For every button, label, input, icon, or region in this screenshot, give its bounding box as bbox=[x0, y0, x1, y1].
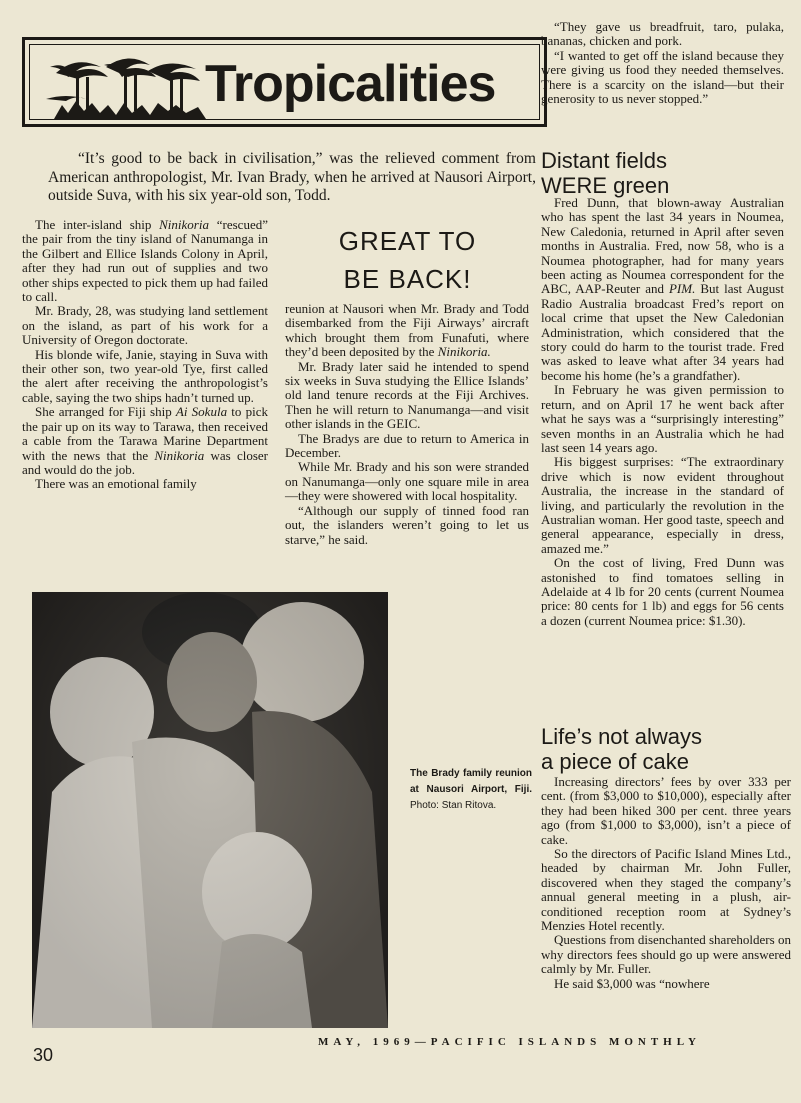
paragraph: “They gave us breadfruit, taro, pulaka, bananas, chicken and pork. bbox=[541, 19, 784, 49]
caption-text: The Brady family reunion at Nausori Airport, Fiji. bbox=[410, 768, 532, 795]
intro-paragraph: “It’s good to be back in civilisation,” was the relieved comment from American anthropologist, Mr. Ivan Brady, when he arrived at Nausori Airport, outside Suva, with his six year-old son, Todd. bbox=[48, 150, 536, 204]
page-footer: MAY, 1969—PACIFIC ISLANDS MONTHLY bbox=[318, 1036, 701, 1048]
paragraph: There was an emotional family bbox=[35, 476, 197, 492]
heading-line-2: WERE green bbox=[541, 173, 670, 198]
headline-line-1: GREAT TO bbox=[338, 226, 477, 256]
paragraph: Mr. Brady, 28, was studying land settlement on the island, as part of his work for a University of Oregon doctorate. bbox=[22, 303, 268, 348]
paragraph: So the directors of Pacific Island Mines Ltd., headed by chairman Mr. John Fuller, discovered when they staged the company’s annual general meeting in a plush, air-conditioned reception room at Sydney’s Menzies Hotel recently. bbox=[541, 846, 791, 934]
section-heading-distant-fields bbox=[541, 148, 669, 198]
article-column-4 bbox=[541, 196, 784, 628]
photo-illustration bbox=[32, 592, 388, 1028]
paragraph: His biggest surprises: “The extraordinary drive which is now evident throughout Australia, the increase in the standard of living, and particularly the revolution in the Australian woman. Her good taste, speech and general appearance, especially in dress, amazed me.” bbox=[541, 454, 784, 556]
paragraph: reunion at Nausori when Mr. Brady and Todd disembarked from the Fiji Airways’ aircraft which brought them from Funafuti, where they’d been deposited by the Ninikoria. bbox=[285, 301, 529, 360]
paragraph: His blonde wife, Janie, staying in Suva with their other son, two year-old Tye, first called the alert after receiving the anthropologist’s cable, saying the two ships hadn’t turned up. bbox=[22, 346, 268, 405]
heading-line-1: Life’s not always bbox=[541, 724, 703, 749]
family-photo bbox=[32, 592, 388, 1028]
paragraph: The Bradys are due to return to America in December. bbox=[285, 430, 529, 461]
paragraph: Mr. Brady later said he intended to spend six weeks in Suva studying the Ellice Islands’ old land tenure records at the Fiji Archives. Then he will return to Nanumanga—and visit other islands in the GEIC. bbox=[285, 358, 529, 432]
paragraph: He said $3,000 was “nowhere bbox=[554, 975, 710, 991]
heading-line-2: a piece of cake bbox=[541, 749, 689, 774]
page-number: 30 bbox=[33, 1045, 54, 1065]
masthead-inner-border bbox=[29, 44, 540, 120]
paragraph: “Although our supply of tinned food ran out, the islanders weren’t going to let us starve,” he said. bbox=[285, 502, 529, 547]
article-column-5 bbox=[541, 775, 791, 991]
paragraph: On the cost of living, Fred Dunn was astonished to find tomatoes selling in Adelaide at 4 lb for 20 cents (current Noumea price: 80 cents for 1 lb) and eggs for 56 cents a dozen (current Noumea price: $1.30). bbox=[541, 555, 784, 628]
paragraph: The inter-island ship Ninikoria “rescued” the pair from the tiny island of Nanumanga in the Gilbert and Ellice Islands Colony in April, after they had run out of supplies and two other ships expected to pick them up had failed to call. bbox=[22, 217, 268, 305]
article-column-3-top bbox=[541, 20, 784, 106]
section-heading-piece-of-cake bbox=[541, 724, 702, 774]
masthead-box bbox=[22, 37, 547, 127]
heading-line-1: Distant fields bbox=[541, 148, 667, 173]
paragraph: She arranged for Fiji ship Ai Sokula to pick the pair up on its way to Tarawa, then received a cable from the Tarawa Marine Department with the news that the Ninikoria was closer and would do the job. bbox=[22, 404, 268, 477]
paragraph: Increasing directors’ fees by over 333 per cent. (from $3,000 to $10,000), especially after they had been hiked 300 per cent. three years ago (from $1,000 to $3,000), isn’t a piece of cake. bbox=[541, 774, 791, 847]
article-headline bbox=[290, 222, 525, 298]
palm-trees-icon bbox=[46, 53, 206, 119]
paragraph: Questions from disenchanted shareholders on why directors fees should go up were answered calmly by Mr. Fuller. bbox=[541, 932, 791, 977]
photo-caption bbox=[410, 766, 532, 814]
paragraph: In February he was given permission to return, and on April 17 he went back after what he says was a “surprisingly interesting” seven months in an Australia which he had last seen 14 years ago. bbox=[541, 382, 784, 455]
paragraph: “I wanted to get off the island because they were giving us food they needed themselves. There is a scarcity on the island—but their generosity to us never stopped.” bbox=[541, 47, 784, 107]
photo-credit: Photo: Stan Ritova. bbox=[410, 800, 497, 811]
article-column-2 bbox=[285, 302, 529, 547]
paragraph: While Mr. Brady and his son were stranded on Nanumanga—only one square mile in area—they were showered with local hospitality. bbox=[285, 459, 529, 504]
paragraph: Fred Dunn, that blown-away Australian who has spent the last 34 years in Noumea, New Caledonia, returned in April after seven months in Australia. Fred, now 58, who is a Noumea photographer, had for many years been acting as Noumea correspondent for the ABC, AAP-Reuter and PIM. But last August Radio Australia broadcast Fred’s report on local crime that upset the New Caledonian Administration, which considered that the story could do harm to the tourist trade. Fred was asked to leave what after 34 years had become his home (he’s a grandfather). bbox=[541, 195, 784, 383]
masthead-title: Tropicalities bbox=[205, 55, 496, 113]
headline-line-2: BE BACK! bbox=[343, 264, 472, 294]
article-column-1 bbox=[22, 218, 268, 492]
